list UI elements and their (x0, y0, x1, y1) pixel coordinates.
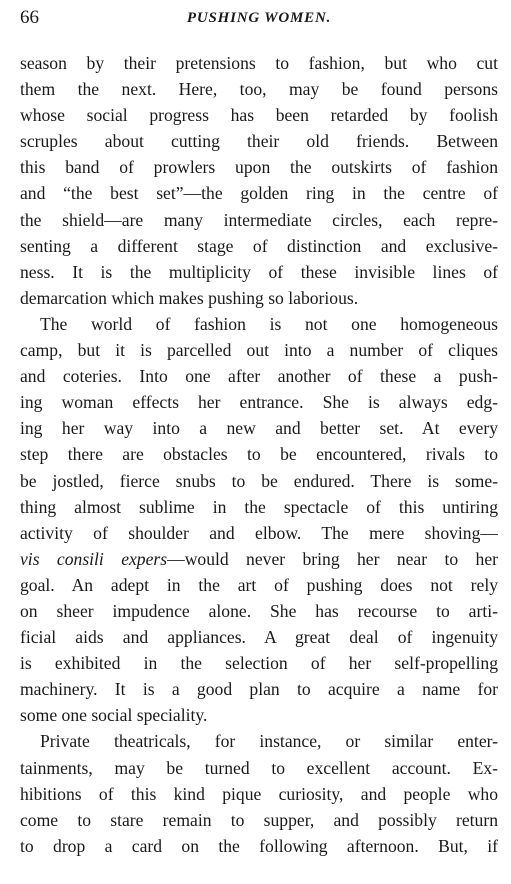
page-number: 66 (20, 7, 39, 28)
text-line: them the next. Here, too, may be found persons (20, 79, 498, 100)
text-line: ficial aids and appliances. A great deal of ingenuity (20, 627, 498, 648)
text-line: come to stare remain to supper, and possibly return (20, 809, 498, 830)
text-line: and coteries. Into one after another of these a push- (20, 366, 498, 387)
page-header (20, 5, 498, 31)
text-line: Private theatricals, for instance, or similar enter- (40, 731, 498, 752)
text-line: scruples about cutting their old friends. Between (20, 131, 498, 152)
text-line: senting a different stage of distinction and exclusive- (20, 235, 498, 256)
text-line: thing almost sublime in the spectacle of this untiring (20, 496, 498, 517)
text-line-rest: —would never bring her near to her (167, 548, 498, 569)
text-line: season by their pretensions to fashion, but who cut (20, 53, 498, 73)
text-line: whose social progress has been retarded by foolish (20, 105, 498, 126)
text-line: tainments, may be turned to excellent account. Ex- (20, 757, 498, 778)
text-line: ing her way into a new and better set. At every (20, 418, 498, 439)
text-line: ness. It is the multiplicity of these invisible lines of (20, 261, 498, 282)
body-text (20, 50, 498, 859)
text-line: the shield—are many intermediate circles, each repre- (20, 209, 498, 230)
text-line: some one social speciality. (20, 705, 208, 726)
text-line: this band of prowlers upon the outskirts of fashion (20, 157, 498, 178)
latin-phrase: vis consili expers (20, 548, 168, 569)
running-title: PUSHING WOMEN. (186, 10, 332, 26)
text-line: step there are obstacles to be encountered, rivals to (20, 444, 498, 465)
text-line: and “the best set”—the golden ring in the centre of (20, 183, 498, 204)
text-line: The world of fashion is not one homogeneous (40, 313, 498, 334)
text-line: camp, but it is parcelled out into a number of cliques (20, 340, 498, 361)
text-line: on sheer impudence alone. She has recourse to arti- (20, 600, 498, 621)
text-line: activity of shoulder and elbow. The mere shoving— (20, 522, 498, 543)
text-line-italic-phrase (20, 546, 498, 572)
text-line: is exhibited in the selection of her self-propelling (20, 653, 498, 674)
text-line: goal. An adept in the art of pushing does not rely (20, 574, 498, 595)
text-line: demarcation which makes pushing so laborious. (20, 287, 359, 308)
text-line: to drop a card on the following afternoon. But, if (20, 835, 498, 856)
text-line: machinery. It is a good plan to acquire a name for (20, 679, 498, 700)
text-line: be jostled, fierce snubs to be endured. There is some- (20, 470, 498, 491)
text-line: hibitions of this kind pique curiosity, and people who (20, 783, 498, 804)
text-line: ing woman effects her entrance. She is always edg- (20, 392, 498, 413)
